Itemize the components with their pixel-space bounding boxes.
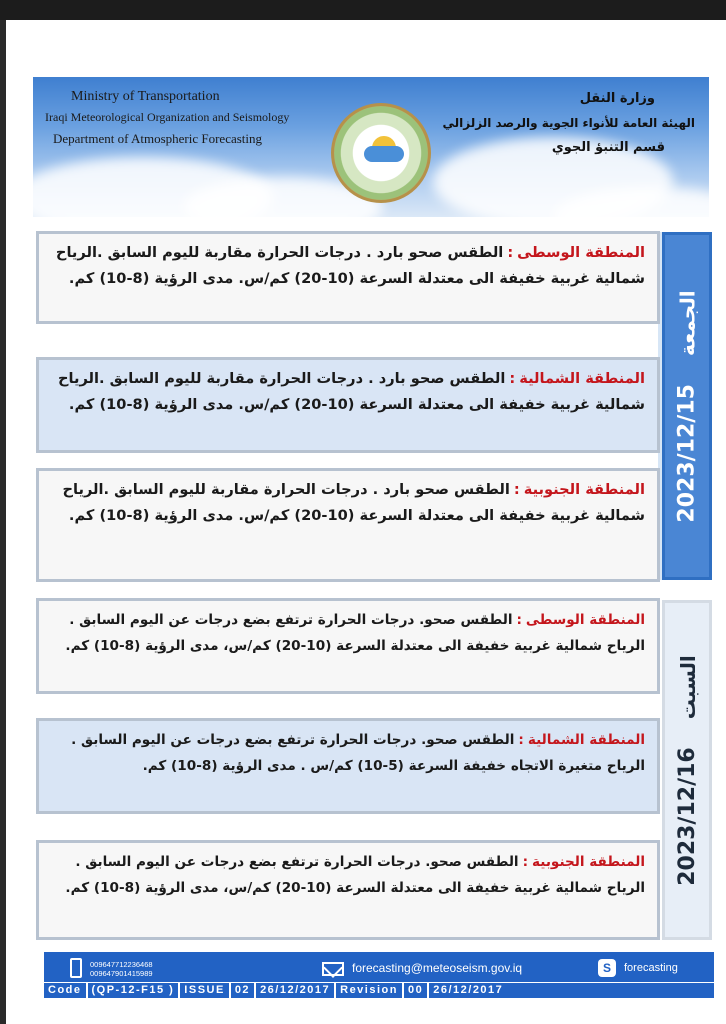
ministry-name-en: Ministry of Transportation bbox=[71, 89, 220, 104]
forecast-box-south-day2 bbox=[36, 840, 660, 940]
forecast-text: الطقس صحو. درجات الحرارة ترتفع بضع درجات عن اليوم السابق . الرياح شمالية غربية خفيفة الى معتدلة السرعة (10-20) كم/س، مدى الرؤية (8-10) كم. bbox=[65, 612, 645, 654]
day-name: الجمعة bbox=[675, 289, 700, 356]
day-date: 2023/12/15 bbox=[674, 383, 700, 523]
region-separator: : bbox=[507, 244, 514, 261]
phone-number-1: 009647712236468 bbox=[90, 960, 153, 969]
top-dark-bar bbox=[0, 0, 726, 20]
issue-value: 02 bbox=[231, 983, 256, 998]
region-label: المنطقة الشمالية bbox=[527, 732, 645, 748]
day-label-friday bbox=[662, 232, 712, 580]
revision-date: 26/12/2017 bbox=[433, 984, 504, 996]
skype-handle: forecasting bbox=[624, 962, 678, 974]
forecast-text: الطقس صحو. درجات الحرارة ترتفع بضع درجات عن اليوم السابق . الرياح شمالية غربية خفيفة الى معتدلة السرعة (10-20) كم/س، مدى الرؤية (8-10) كم. bbox=[65, 854, 645, 896]
region-separator: : bbox=[513, 481, 520, 498]
department-name-ar: قسم التنبؤ الجوي bbox=[551, 140, 665, 155]
issue-date: 26/12/2017 bbox=[256, 983, 336, 998]
left-page-edge bbox=[0, 20, 6, 1024]
forecast-box-north-day2 bbox=[36, 718, 660, 814]
code-label: Code bbox=[44, 983, 88, 998]
organization-seal-icon bbox=[331, 103, 431, 203]
forecast-box-central-day1 bbox=[36, 231, 660, 324]
forecast-text: الطقس صحو. درجات الحرارة ترتفع بضع درجات عن اليوم السابق . الرياح متغيرة الاتجاه خفيفة السرعة (5-10) كم/س . مدى الرؤية (8-10) كم. bbox=[71, 732, 645, 774]
department-name-en: Department of Atmospheric Forecasting bbox=[53, 131, 263, 146]
day-name: السبت bbox=[675, 654, 699, 719]
issue-label: ISSUE bbox=[180, 983, 231, 998]
document-code-row bbox=[44, 982, 714, 998]
arabic-heading bbox=[443, 91, 695, 155]
region-label: المنطقة الجنوبية bbox=[523, 481, 645, 498]
envelope-icon bbox=[322, 962, 344, 976]
region-separator: : bbox=[509, 370, 516, 387]
revision-label: Revision bbox=[336, 983, 404, 998]
cloud-icon bbox=[364, 146, 404, 162]
day-date: 2023/12/16 bbox=[674, 746, 700, 886]
footer-bar bbox=[44, 952, 714, 998]
header-banner bbox=[33, 77, 709, 217]
phone-number-2: 009647901415989 bbox=[90, 969, 153, 978]
region-label: المنطقة الوسطى bbox=[517, 244, 645, 261]
forecast-box-central-day2 bbox=[36, 598, 660, 694]
organization-name-ar: الهيئة العامة للأنواء الجوية والرصد الزلزالي bbox=[442, 116, 695, 130]
region-label: المنطقة الجنوبية bbox=[532, 854, 645, 870]
region-separator: : bbox=[516, 612, 522, 628]
revision-value: 00 bbox=[404, 983, 429, 998]
english-heading bbox=[45, 89, 289, 147]
phone-icon bbox=[70, 958, 82, 978]
email-link[interactable]: forecasting@meteoseism.gov.iq bbox=[352, 961, 523, 975]
skype-icon: S bbox=[598, 959, 616, 977]
region-separator: : bbox=[518, 732, 524, 748]
forecast-box-north-day1 bbox=[36, 357, 660, 453]
organization-name-en: Iraqi Meteorological Organization and Seismology bbox=[45, 110, 290, 124]
region-separator: : bbox=[522, 854, 529, 870]
code-value: (QP-12-F15 ) bbox=[88, 983, 181, 998]
region-label: المنطقة الشمالية bbox=[519, 370, 645, 387]
forecast-text: الطقس صحو بارد . درجات الحرارة مقاربة لليوم السابق .الرياح شمالية غربية خفيفة الى معتدلة السرعة (10-20) كم/س. مدى الرؤية (8-10) كم. bbox=[55, 244, 645, 287]
region-label: المنطقة الوسطى bbox=[525, 612, 645, 628]
forecast-box-south-day1 bbox=[36, 468, 660, 582]
footer-contact-row bbox=[44, 952, 714, 982]
phone-numbers bbox=[90, 960, 153, 978]
forecast-text: الطقس صحو بارد . درجات الحرارة مقاربة لليوم السابق .الرياح شمالية غربية خفيفة الى معتدلة السرعة (10-20) كم/س. مدى الرؤية (8-10) كم. bbox=[58, 370, 645, 413]
day-label-saturday bbox=[662, 600, 712, 940]
forecast-text: الطقس صحو بارد . درجات الحرارة مقاربة لليوم السابق .الرياح شمالية غربية خفيفة الى معتدلة السرعة (10-20) كم/س. مدى الرؤية (8-10) كم. bbox=[62, 481, 645, 524]
ministry-name-ar: وزارة النقل bbox=[579, 91, 655, 106]
